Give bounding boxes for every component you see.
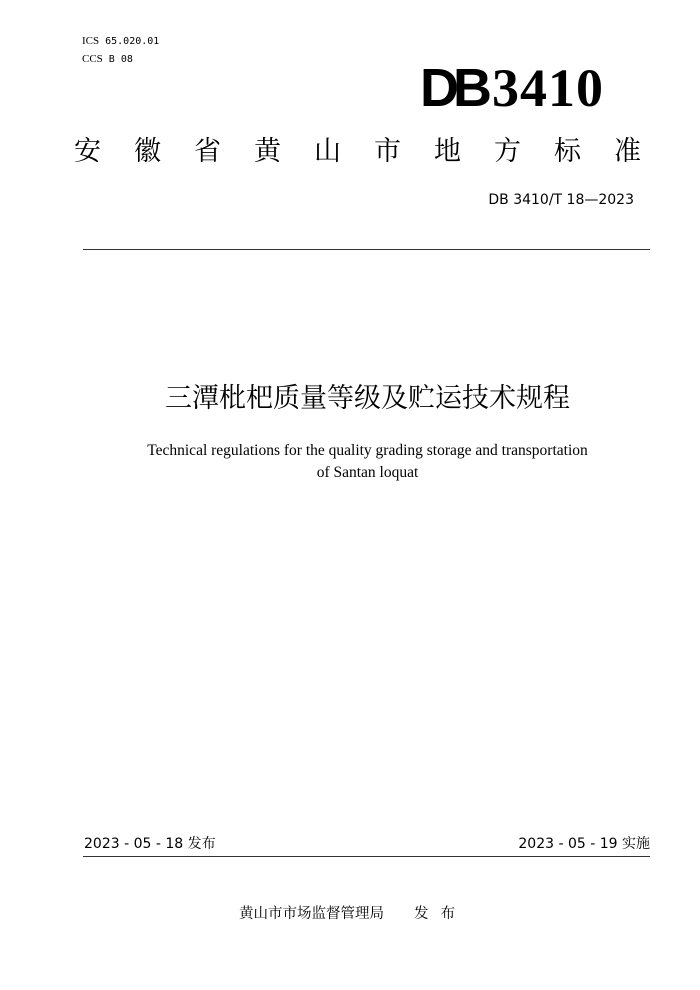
ccs-label: CCS <box>82 53 103 65</box>
document-title-chinese: 三潭枇杷质量等级及贮运技术规程 <box>165 383 570 414</box>
issuer-name: 黄山市市场监督管理局 <box>239 906 384 922</box>
ics-classification <box>82 35 159 48</box>
publish-label: 发布 <box>414 906 467 922</box>
footer-divider <box>83 856 650 857</box>
header-divider <box>83 249 650 250</box>
standard-type-heading: 安徽省黄山市地方标准 <box>74 136 674 167</box>
document-title-english <box>0 440 700 484</box>
english-title-line-2: of Santan loquat <box>316 464 419 481</box>
english-title-line-1: Technical regulations for the quality grading storage and transportation <box>147 442 588 459</box>
ics-code: 65.020.01 <box>105 36 160 47</box>
ccs-code: B 08 <box>108 54 133 65</box>
implementation-date: 2023 - 05 - 19 实施 <box>518 836 650 852</box>
ics-label: ICS <box>82 35 100 47</box>
ccs-classification <box>82 53 133 66</box>
db-digits: 3410 <box>492 58 604 118</box>
issuing-authority <box>239 904 467 924</box>
standard-number: DB 3410/T 18—2023 <box>488 192 634 208</box>
standard-code-logo <box>420 58 604 118</box>
issue-date: 2023 - 05 - 18 发布 <box>84 836 216 852</box>
db-letters: DB <box>420 58 486 118</box>
